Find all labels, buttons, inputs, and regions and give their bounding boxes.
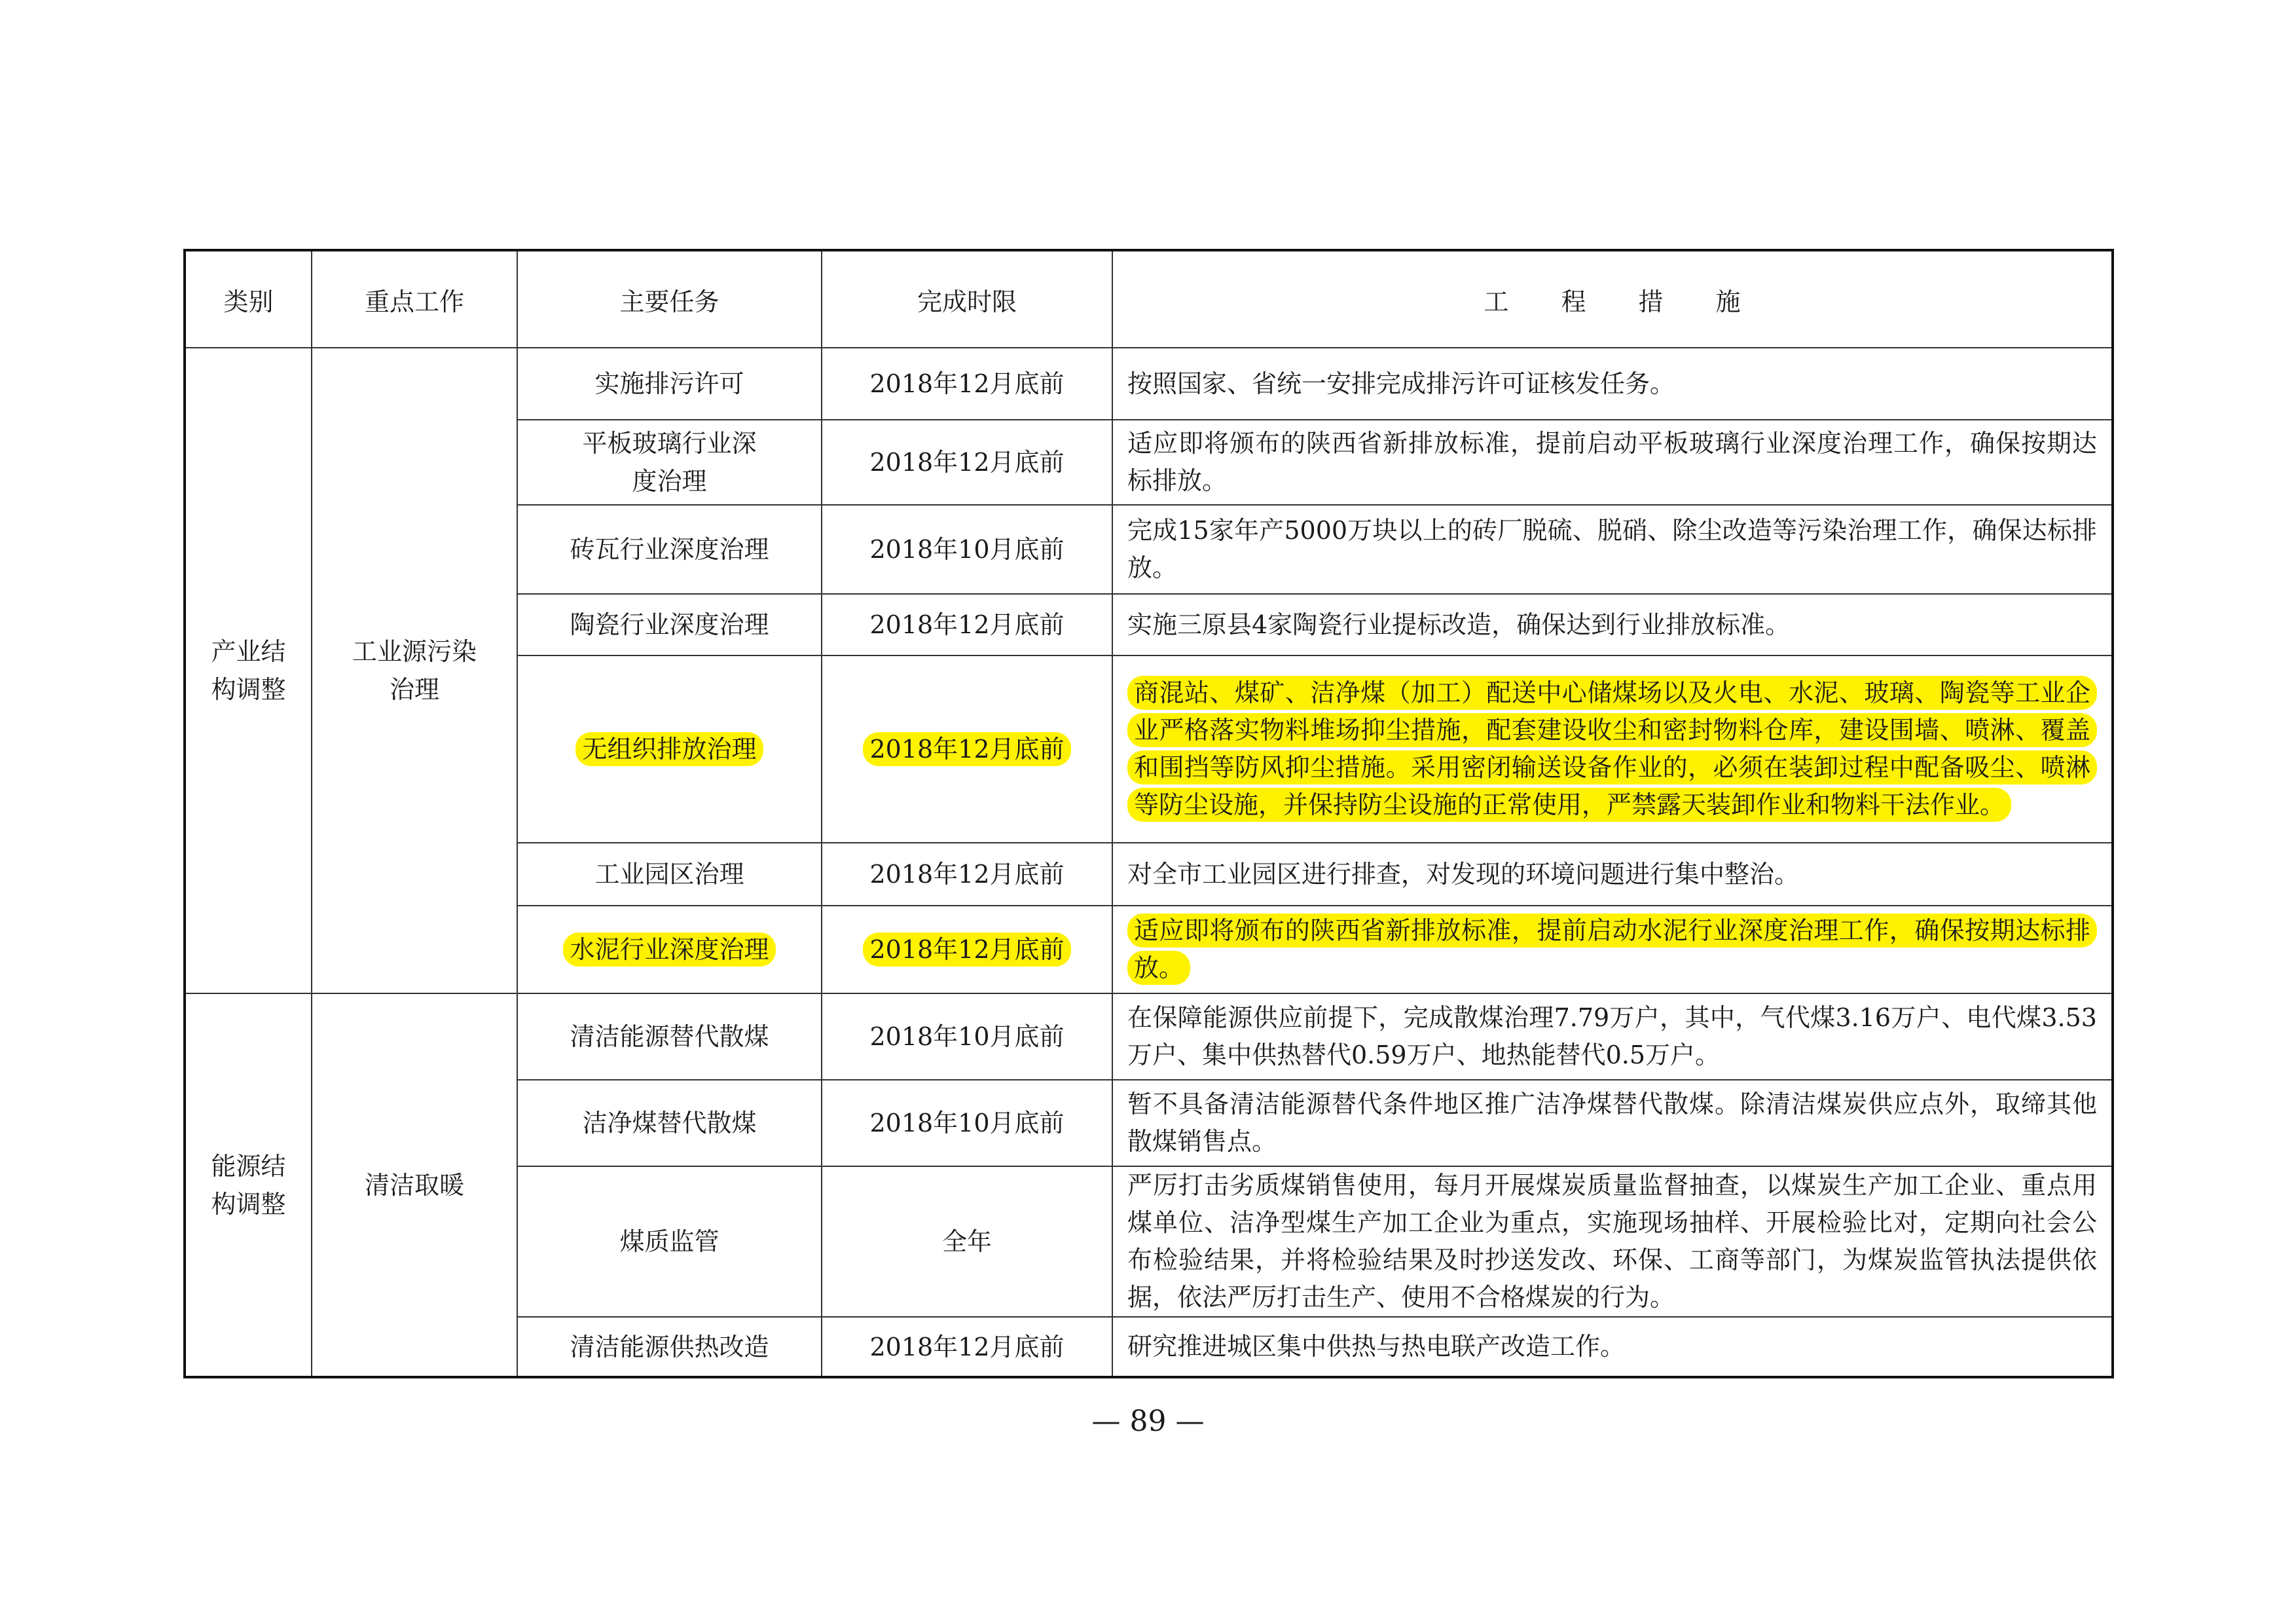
key-work-cell [312,993,517,1377]
task-cell: 陶瓷行业深度治理 [517,594,822,655]
deadline-cell: 2018年10月底前 [822,993,1112,1080]
header-category: 类别 [185,250,312,348]
measure-cell: 按照国家、省统一安排完成排污许可证核发任务。 [1112,348,2113,420]
deadline-cell: 2018年12月底前 [822,1317,1112,1377]
deadline-cell [822,655,1112,843]
key-work-label: 工业源污染治理 [352,637,477,704]
task-cell: 工业园区治理 [517,843,822,906]
measure-cell [1112,655,2113,843]
task-cell: 清洁能源替代散煤 [517,993,822,1080]
header-key-work: 重点工作 [312,250,517,348]
deadline-cell: 2018年12月底前 [822,348,1112,420]
key-work-cell [312,348,517,993]
highlighted-deadline: 2018年12月底前 [863,732,1070,766]
task-cell [517,906,822,993]
measure-cell: 暂不具备清洁能源替代条件地区推广洁净煤替代散煤。除清洁煤炭供应点外，取缔其他散煤销售点。 [1112,1080,2113,1166]
task-cell: 煤质监管 [517,1166,822,1317]
highlighted-task: 水泥行业深度治理 [563,932,775,967]
task-cell: 清洁能源供热改造 [517,1317,822,1377]
deadline-cell: 全年 [822,1166,1112,1317]
task-cell: 砖瓦行业深度治理 [517,505,822,594]
header-row [185,250,2113,348]
highlighted-deadline: 2018年12月底前 [863,932,1070,967]
header-main-task: 主要任务 [517,250,822,348]
task-cell [517,655,822,843]
measure-cell: 对全市工业园区进行排查，对发现的环境问题进行集中整治。 [1112,843,2113,906]
header-deadline: 完成时限 [822,250,1112,348]
highlighted-measure: 商混站、煤矿、洁净煤（加工）配送中心储煤场以及火电、水泥、玻璃、陶瓷等工业企业严格落实物料堆场抑尘措施，配套建设收尘和密封物料仓库，建设围墙、喷淋、覆盖和围挡等防风抑尘措施。采用密闭输送设备作业的，必须在装卸过程中配备吸尘、喷淋等防尘设施，并保持防尘设施的正常使用，严禁露天装卸作业和物料干法作业。 [1127,676,2097,822]
category-cell [185,348,312,993]
table-row [185,348,2113,420]
measure-cell: 在保障能源供应前提下，完成散煤治理7.79万户，其中，气代煤3.16万户、电代煤3.53万户、集中供热替代0.59万户、地热能替代0.5万户。 [1112,993,2113,1080]
task-cell: 实施排污许可 [517,348,822,420]
measures-table [183,249,2114,1378]
task-cell: 洁净煤替代散煤 [517,1080,822,1166]
highlighted-task: 无组织排放治理 [575,732,763,766]
deadline-cell: 2018年12月底前 [822,420,1112,505]
measure-cell: 实施三原县4家陶瓷行业提标改造，确保达到行业排放标准。 [1112,594,2113,655]
header-measures: 工程措施 [1112,250,2113,348]
measure-cell: 适应即将颁布的陕西省新排放标准，提前启动平板玻璃行业深度治理工作，确保按期达标排放。 [1112,420,2113,505]
measure-cell: 研究推进城区集中供热与热电联产改造工作。 [1112,1317,2113,1377]
table-row [185,993,2113,1080]
deadline-cell [822,906,1112,993]
category-label: 产业结构调整 [211,637,286,704]
category-cell [185,993,312,1377]
measure-cell [1112,906,2113,993]
deadline-cell: 2018年10月底前 [822,1080,1112,1166]
highlighted-measure: 适应即将颁布的陕西省新排放标准，提前启动水泥行业深度治理工作，确保按期达标排放。 [1127,913,2097,985]
category-label: 能源结构调整 [211,1151,286,1219]
task-label: 平板玻璃行业深度治理 [582,429,757,496]
task-cell [517,420,822,505]
page-number: — 89 — [1091,1405,1205,1438]
deadline-cell: 2018年12月底前 [822,843,1112,906]
deadline-cell: 2018年12月底前 [822,594,1112,655]
key-work-label: 清洁取暖 [364,1170,464,1200]
deadline-cell: 2018年10月底前 [822,505,1112,594]
measure-cell: 完成15家年产5000万块以上的砖厂脱硫、脱硝、除尘改造等污染治理工作，确保达标排放。 [1112,505,2113,594]
measure-cell: 严厉打击劣质煤销售使用，每月开展煤炭质量监督抽查，以煤炭生产加工企业、重点用煤单位、洁净型煤生产加工企业为重点，实施现场抽样、开展检验比对，定期向社会公布检验结果，并将检验结果及时抄送发改、环保、工商等部门，为煤炭监管执法提供依据，依法严厉打击生产、使用不合格煤炭的行为。 [1112,1166,2113,1317]
